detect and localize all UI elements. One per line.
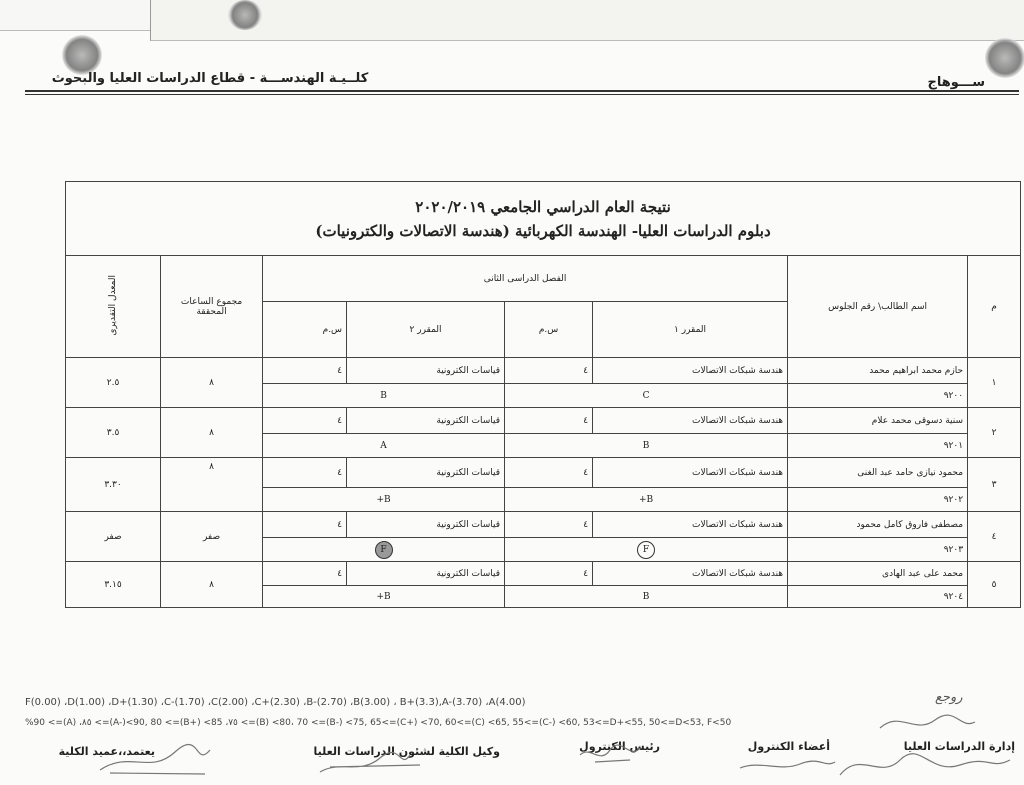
sig-members: أعضاء الكنترول	[747, 740, 830, 753]
course2-name: قياسات الكترونية	[347, 458, 505, 488]
table-row	[66, 408, 1021, 434]
course2-hours: ٤	[263, 408, 347, 434]
total-hours: صفر	[161, 512, 263, 562]
course1-name: هندسة شبكات الاتصالات	[593, 358, 788, 384]
sig-dean: يعتمد،،عميد الكلية	[58, 745, 155, 758]
course2-name: قياسات الكترونية	[347, 562, 505, 586]
grade-ranges-legend: %90 <=(A) ،٨٥ <=(A-)<90, 80 <=(B+) <85 ،٧٥ <=(B) <80، 70 <=(B-) <75, 65<=(C+) <70, 60<=(C) <65, 55<=(C-) <60, 53<=D+<55, 50<=D<53, F<50	[25, 718, 732, 728]
total-hours: ٨	[161, 358, 263, 408]
course1-hours: ٤	[505, 358, 593, 384]
col-semester: الفصل الدراسى الثانى	[263, 256, 788, 302]
row-num: ٣	[968, 458, 1021, 512]
course2-hours: ٤	[263, 562, 347, 586]
sig-vice-dean: وكيل الكلية لشئون الدراسات العليا	[313, 745, 500, 758]
table-row	[66, 358, 1021, 384]
col-gpa-label: المعدل التقديرى	[108, 274, 119, 336]
course2-grade-cell	[263, 538, 505, 562]
course2-grade: B+	[263, 488, 505, 512]
gpa: ٣.٣٠	[66, 458, 161, 512]
gpa: ٣.١٥	[66, 562, 161, 608]
col-student: اسم الطالب\ رقم الجلوس	[788, 256, 968, 358]
vice-dean-signature-scribble	[320, 752, 420, 772]
signature-scribbles	[0, 690, 1024, 785]
title-line1: نتيجة العام الدراسي الجامعي ٢٠٢٠/٢٠١٩	[415, 197, 671, 216]
total-hours: ٨	[161, 458, 263, 512]
course1-name: هندسة شبكات الاتصالات	[593, 408, 788, 434]
course1-hours: ٤	[505, 408, 593, 434]
row-num: ٥	[968, 562, 1021, 608]
course1-name: هندسة شبكات الاتصالات	[593, 512, 788, 538]
course2-grade: B+	[263, 586, 505, 608]
col-hours2: س.م	[263, 302, 347, 358]
header-rule-thin	[25, 94, 1019, 95]
course1-name: هندسة شبكات الاتصالات	[593, 562, 788, 586]
course2-name: قياسات الكترونية	[347, 358, 505, 384]
gpa: ٣.٥	[66, 408, 161, 458]
course1-grade: B+	[505, 488, 788, 512]
sig-head: رئيس الكنترول	[579, 740, 660, 753]
total-hours: ٨	[161, 408, 263, 458]
course1-hours: ٤	[505, 562, 593, 586]
row-num: ٢	[968, 408, 1021, 458]
col-total-hours: مجموع الساعات المحققة	[161, 256, 263, 358]
course1-grade: B	[505, 586, 788, 608]
seat-number: ٩٢٠١	[788, 434, 968, 458]
header-rule	[25, 90, 1019, 92]
header-faculty: كلــيـة الهندســـة - قطاع الدراسات العليا والبحوث	[51, 71, 369, 86]
title-cell	[66, 182, 1021, 256]
total-hours: ٨	[161, 562, 263, 608]
student-name: سنية دسوقى محمد علام	[788, 408, 968, 434]
col-course1: المقرر ١	[593, 302, 788, 358]
course1-name: هندسة شبكات الاتصالات	[593, 458, 788, 488]
course2-hours: ٤	[263, 512, 347, 538]
col-gpa	[66, 256, 161, 358]
admin-signature-scribble	[880, 715, 975, 728]
header-city: ســـوهاج	[927, 75, 985, 90]
course2-name: قياسات الكترونية	[347, 512, 505, 538]
dean-signature-scribble	[100, 745, 210, 774]
title-row	[66, 182, 1021, 256]
paper-edge-top	[150, 0, 1024, 41]
grade-points-legend: F(0.00) ،D(1.00) ،D+(1.30) ،C-(1.70) ،C(2.00) ،C+(2.30) ،B-(2.70) ،B(3.00) ، B+(3.3),A-(3.70) ،A(4.00)	[25, 697, 526, 708]
table-row	[66, 562, 1021, 586]
course1-grade-cell	[505, 538, 788, 562]
university-crest-icon	[62, 35, 102, 75]
col-course2: المقرر ٢	[347, 302, 505, 358]
seat-number: ٩٢٠٢	[788, 488, 968, 512]
row-num: ٤	[968, 512, 1021, 562]
reviewed-note: روجع	[935, 690, 963, 705]
course2-grade: B	[263, 384, 505, 408]
student-name: محمود نيازى حامد عبد الغنى	[788, 458, 968, 488]
student-name: حازم محمد ابراهيم محمد	[788, 358, 968, 384]
sig-admin: إدارة الدراسات العليا	[903, 740, 1015, 753]
table-row	[66, 512, 1021, 538]
course2-grade: A	[263, 434, 505, 458]
course2-hours: ٤	[263, 458, 347, 488]
course2-name: قياسات الكترونية	[347, 408, 505, 434]
course1-hours: ٤	[505, 512, 593, 538]
col-hours1: س.م	[505, 302, 593, 358]
gpa: ٢.٥	[66, 358, 161, 408]
faculty-crest-icon	[985, 38, 1024, 78]
paper-edge-left	[0, 0, 150, 31]
course2-hours: ٤	[263, 358, 347, 384]
gpa: صفر	[66, 512, 161, 562]
seat-number: ٩٢٠٠	[788, 384, 968, 408]
head-signature-scribble	[580, 745, 640, 762]
header-row	[66, 256, 1021, 302]
col-num: م	[968, 256, 1021, 358]
admin-signature-2-scribble	[840, 754, 1010, 775]
student-name: محمد على عبد الهادى	[788, 562, 968, 586]
seat-number: ٩٢٠٣	[788, 538, 968, 562]
results-table	[65, 181, 1021, 608]
course1-hours: ٤	[505, 458, 593, 488]
table-row	[66, 458, 1021, 488]
course2-grade: F	[375, 541, 393, 559]
row-num: ١	[968, 358, 1021, 408]
student-name: مصطفى فاروق كامل محمود	[788, 512, 968, 538]
course1-grade: F	[637, 541, 655, 559]
course1-grade: C	[505, 384, 788, 408]
university-crest-icon	[228, 0, 262, 30]
title-line2: دبلوم الدراسات العليا- الهندسة الكهربائية (هندسة الاتصالات والكترونيات)	[315, 221, 771, 240]
members-signature-scribble	[740, 761, 835, 768]
seat-number: ٩٢٠٤	[788, 586, 968, 608]
course1-grade: B	[505, 434, 788, 458]
